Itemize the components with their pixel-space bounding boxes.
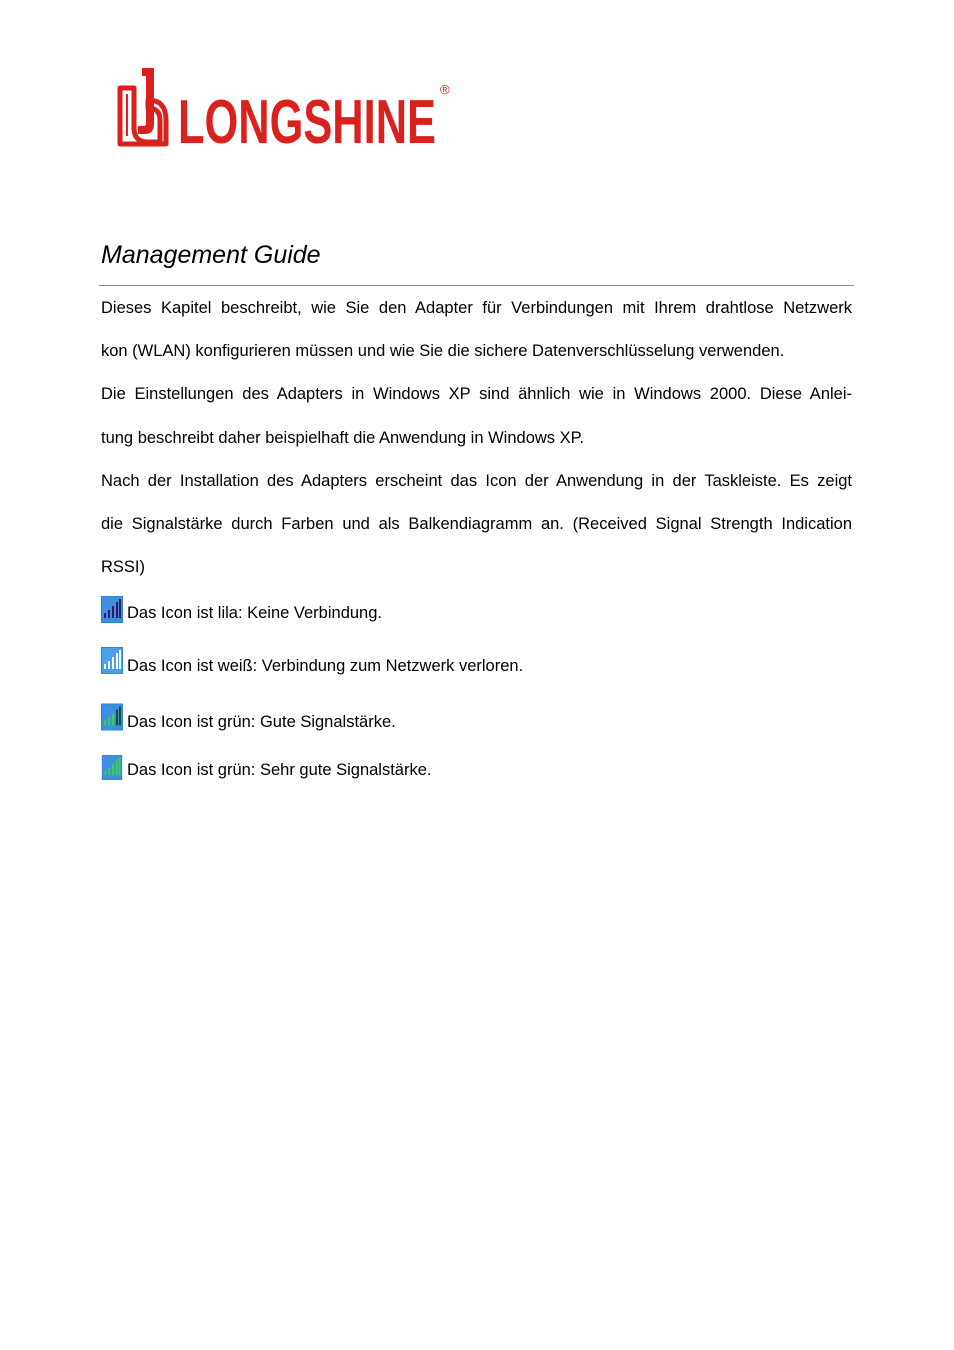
status-item-label: Das Icon ist lila: Keine Verbindung. [127, 604, 382, 622]
status-item-label: Das Icon ist weiß: Verbindung zum Netzwerk verloren. [127, 657, 524, 675]
body-text-line: Die Einstellungen des Adapters in Windows XP sind ähnlich wie in Windows 2000. Diese Anlei- [101, 385, 852, 403]
logo-emblem [120, 68, 166, 144]
signal-white-icon [101, 645, 123, 676]
logo-wordmark: LONGSHINE [178, 88, 436, 148]
body-text-line: tung beschreibt daher beispielhaft die Anwendung in Windows XP. [101, 429, 585, 447]
logo-registered-mark: ® [440, 82, 450, 97]
status-item-excellent-signal [101, 755, 432, 780]
body-text-line: die Signalstärke durch Farben und als Balkendiagramm an. (Received Signal Strength Indication [101, 515, 852, 533]
body-text-line: Dieses Kapitel beschreibt, wie Sie den Adapter für Verbindungen mit Ihrem drahtlose Netzwerk [101, 299, 852, 317]
body-text-line: kon (WLAN) konfigurieren müssen und wie Sie die sichere Datenverschlüsselung verwenden. [101, 342, 785, 360]
status-item-no-connection [101, 596, 382, 623]
title-divider [99, 285, 854, 286]
status-item-good-signal [101, 702, 396, 732]
status-item-label: Das Icon ist grün: Sehr gute Signalstärke. [127, 761, 432, 779]
body-text-line: RSSI) [101, 558, 146, 576]
status-item-label: Das Icon ist grün: Gute Signalstärke. [127, 713, 396, 731]
longshine-logo [112, 64, 457, 148]
status-item-connection-lost [101, 645, 523, 676]
signal-green-good-icon [101, 702, 123, 732]
body-text-line: Nach der Installation des Adapters erscheint das Icon der Anwendung in der Taskleiste. Es zeigt [101, 472, 852, 490]
signal-purple-icon [101, 596, 123, 623]
signal-green-excellent-icon [101, 755, 123, 780]
page-title: Management Guide [101, 241, 321, 269]
